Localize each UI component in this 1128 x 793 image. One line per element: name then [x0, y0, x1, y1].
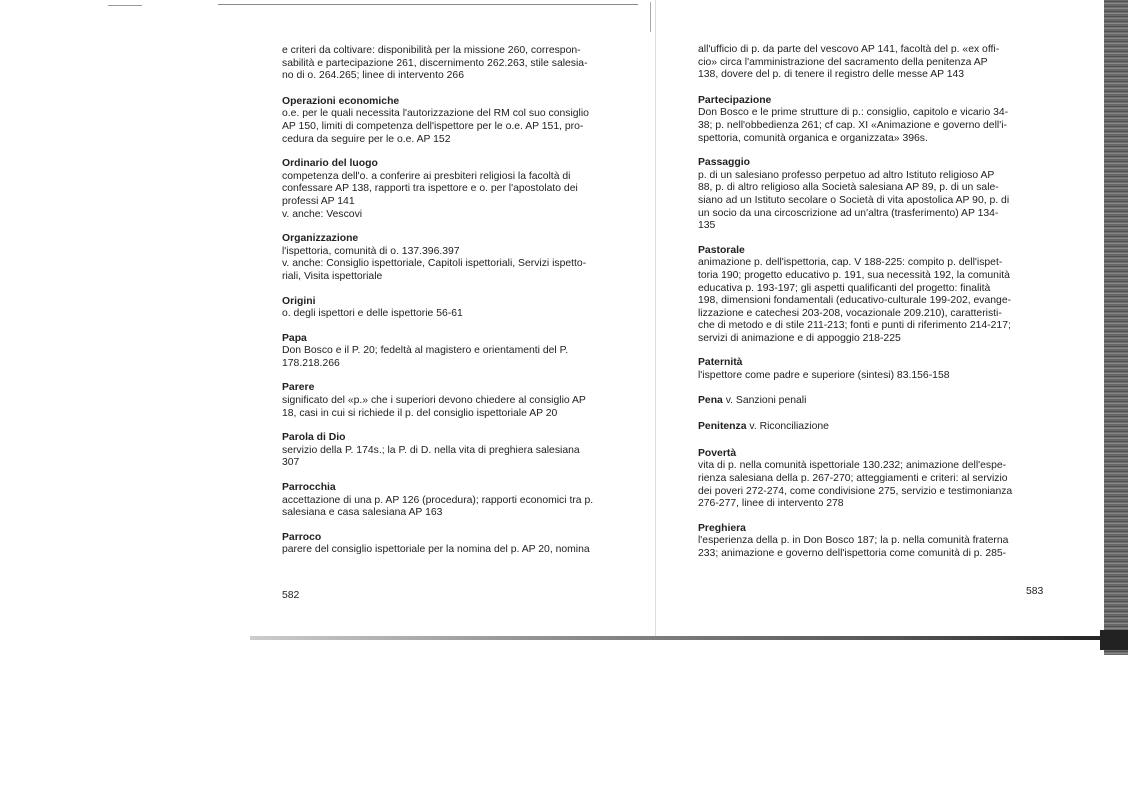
entry-heading: Origini: [282, 295, 316, 307]
entry-body: [698, 257, 1043, 345]
entry-heading: Parere: [282, 382, 315, 394]
entry-heading: Parroco: [282, 531, 322, 543]
page-number-left: 582: [282, 590, 300, 601]
gutter-mark: [650, 2, 665, 32]
text-line: riali, Visita ispettoriale: [282, 270, 383, 282]
index-entry-passaggio: [698, 157, 1043, 233]
text-line: e criteri da coltivare: disponibilità per la missione 260, correspon-: [282, 45, 581, 56]
entry-body: [282, 108, 622, 146]
text-line: Don Bosco e il P. 20; fedeltà al magistero e orientamenti del P.: [282, 345, 569, 357]
text-line: 233; animazione e governo dell'ispettoria come comunità di p. 285-: [698, 548, 1007, 559]
text-line: o. degli ispettori e delle ispettorie 56-61: [282, 308, 463, 320]
entry-body: [282, 345, 622, 370]
entry-heading: Papa: [282, 332, 307, 344]
index-entry-operazioni-economiche: [282, 96, 622, 146]
entry-body: [698, 535, 1043, 560]
book-page-edge: [1104, 0, 1128, 655]
entry-body: [698, 370, 1043, 383]
text-line: rienza salesiana della p. 267-270; atteggiamenti e criteri: al servizio: [698, 473, 1008, 485]
text-line: parere del consiglio ispettoriale per la nomina del p. AP 20, nomina: [282, 544, 590, 556]
text-line: che di metodo e di stile 211-213; fonti e punti di riferimento 214-217;: [698, 320, 1011, 332]
text-line: 38; p. nell'obbedienza 261; cf cap. XI «Animazione e governo dell'i-: [698, 119, 1007, 131]
index-entry-preghiera: [698, 523, 1043, 561]
text-line: 138, dovere del p. di tenere il registro delle messe AP 143: [698, 69, 965, 81]
left-page-column: [282, 45, 622, 569]
text-line: cedura da seguire per le o.e. AP 152: [282, 133, 451, 145]
cross-reference: v. Riconciliazione: [746, 421, 829, 433]
index-entry-ordinario-del-luogo: [282, 158, 622, 221]
text-line: all'ufficio di p. da parte del vescovo AP 141, facoltà del p. «ex offi-: [698, 44, 1000, 55]
entry-body: [282, 171, 622, 221]
text-line: servizi di animazione e di appoggio 218-225: [698, 332, 901, 344]
text-line: servizio della P. 174s.; la P. di D. nella vita di preghiera salesiana: [282, 444, 580, 456]
entry-body: [698, 460, 1043, 510]
index-entry-partecipazione: [698, 95, 1043, 145]
entry-body: [282, 445, 622, 470]
continuation-entry: [698, 44, 1043, 82]
text-line: un socio da una circoscrizione ad un'altra (trasferimento) AP 134-: [698, 207, 999, 219]
entry-body: [698, 170, 1043, 233]
text-line: 178.218.266: [282, 357, 340, 369]
text-line: 307: [282, 457, 300, 469]
index-entry-paternita: [698, 357, 1043, 382]
text-line: v. anche: Vescovi: [282, 208, 363, 220]
entry-heading: Pastorale: [698, 244, 745, 256]
scan-mark: [108, 5, 142, 6]
entry-heading: Ordinario del luogo: [282, 158, 378, 170]
index-entry-poverta: [698, 448, 1043, 511]
text-line: confessare AP 138, rapporti tra ispettore e o. per l'apostolato dei: [282, 183, 578, 195]
text-line: accettazione di una p. AP 126 (procedura); rapporti economici tra p.: [282, 494, 594, 506]
text-line: 135: [698, 220, 716, 232]
entry-body: [282, 246, 622, 284]
book-gutter: [655, 0, 656, 640]
text-line: 276-277, linee di intervento 278: [698, 498, 844, 510]
text-line: cio» circa l'amministrazione del sacramento della penitenza AP: [698, 56, 988, 68]
entry-body: [282, 544, 622, 557]
index-entry-organizzazione: [282, 233, 622, 283]
entry-heading: Passaggio: [698, 157, 750, 169]
index-entry-origini: [282, 296, 622, 321]
entry-body: [698, 44, 1043, 82]
index-entry-parroco: [282, 532, 622, 557]
index-entry-papa: [282, 333, 622, 371]
index-entry-parere: [282, 382, 622, 420]
entry-heading: Preghiera: [698, 522, 746, 534]
entry-body: [282, 395, 622, 420]
text-line: l'ispettoria, comunità di o. 137.396.397: [282, 245, 460, 257]
text-line: dei poveri 272-274, come condivisione 275, servizio e testimonianza: [698, 485, 1013, 497]
entry-heading: Pena: [698, 394, 723, 406]
entry-body: [282, 45, 622, 83]
text-line: p. di un salesiano professo perpetuo ad altro Istituto religioso AP: [698, 169, 995, 181]
index-entry-penitenza: [698, 421, 1043, 434]
entry-heading: Povertà: [698, 447, 737, 459]
entry-body: [282, 495, 622, 520]
text-line: l'ispettore come padre e superiore (sintesi) 83.156-158: [698, 370, 950, 382]
right-page-column: [698, 44, 1043, 573]
text-line: educativa p. 193-197; gli aspetti qualificanti del progetto: finalità: [698, 282, 991, 294]
entry-heading: Organizzazione: [282, 233, 359, 245]
text-line: o.e. per le quali necessita l'autorizzazione del RM col suo consiglio: [282, 108, 589, 120]
text-line: animazione p. dell'ispettoria, cap. V 188-225: compito p. dell'ispet-: [698, 257, 1003, 269]
entry-body: [282, 308, 622, 321]
text-line: l'esperienza della p. in Don Bosco 187; la p. nella comunità fraterna: [698, 535, 1009, 547]
continuation-entry: [282, 45, 622, 83]
text-line: salesiana e casa salesiana AP 163: [282, 507, 443, 519]
text-line: siano ad un Istituto secolare o Società di vita apostolica AP 90, p. di: [698, 194, 1010, 206]
entry-heading: Parola di Dio: [282, 432, 346, 444]
text-line: vita di p. nella comunità ispettoriale 130.232; animazione dell'espe-: [698, 460, 1007, 472]
entry-heading: Operazioni economiche: [282, 95, 400, 107]
text-line: sabilità e partecipazione 261, discernimento 262.263, stile salesia-: [282, 57, 588, 69]
text-line: toria 190; progetto educativo p. 191, sua necessità 192, la comunità: [698, 269, 1010, 281]
text-line: v. anche: Consiglio ispettoriale, Capitoli ispettoriali, Servizi ispetto-: [282, 258, 587, 270]
book-corner-shadow: [1100, 630, 1128, 650]
text-line: no di o. 264.265; linee di intervento 266: [282, 70, 464, 82]
entry-heading: Penitenza: [698, 421, 747, 433]
text-line: significato del «p.» che i superiori devono chiedere al consiglio AP: [282, 395, 586, 407]
book-bottom-edge: [250, 636, 1110, 640]
page-number-right: 583: [1026, 586, 1044, 597]
index-entry-pastorale: [698, 245, 1043, 346]
entry-body: [698, 107, 1043, 145]
text-line: professi AP 141: [282, 195, 355, 207]
entry-heading: Parrocchia: [282, 482, 336, 494]
text-line: 198, dimensioni fondamentali (educativo-culturale 199-202, evange-: [698, 295, 1012, 307]
text-line: lizzazione e catechesi 203-208, vocazionale 209.210), caratteristi-: [698, 307, 1002, 319]
text-line: Don Bosco e le prime strutture di p.: consiglio, capitolo e vicario 34-: [698, 107, 1009, 119]
entry-heading: Paternità: [698, 357, 743, 369]
scan-top-rule: [218, 4, 638, 5]
index-entry-pena: [698, 395, 1043, 408]
text-line: AP 150, limiti di competenza dell'ispettore per le o.e. AP 151, pro-: [282, 120, 584, 132]
cross-reference: v. Sanzioni penali: [722, 394, 807, 406]
index-entry-parola-di-dio: [282, 432, 622, 470]
text-line: 18, casi in cui si richiede il p. del consiglio ispettoriale AP 20: [282, 407, 558, 419]
index-entry-parrocchia: [282, 482, 622, 520]
text-line: spettoria, comunità organica e organizzata» 396s.: [698, 132, 928, 144]
text-line: 88, p. di altro religioso alla Società salesiana AP 89, p. di un sale-: [698, 182, 999, 194]
text-line: competenza dell'o. a conferire ai presbiteri religiosi la facoltà di: [282, 170, 571, 182]
entry-heading: Partecipazione: [698, 94, 772, 106]
